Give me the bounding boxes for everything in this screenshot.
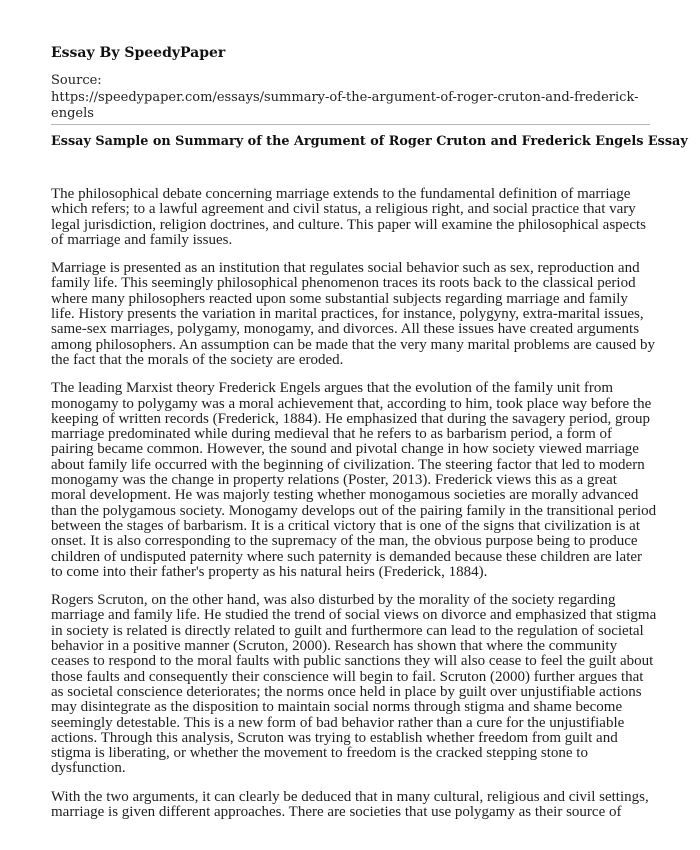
paragraph-line: may disintegrate as the disposition to maintain social norms through stigma and shame become: [51, 699, 623, 716]
paragraph-line: same-sex marriages, polygamy, monogamy, and divorces. All these issues have created arguments: [51, 321, 640, 338]
paragraph-line: The philosophical debate concerning marriage extends to the fundamental definition of marriage: [51, 186, 631, 202]
paragraph-line: the fact that the morals of the society are eroded.: [51, 351, 344, 368]
paragraph-line: among philosophers. An assumption can be made that the very many marital problems are caused by: [51, 336, 656, 353]
paragraph-line: marriage and family life. He studied the trend of social views on divorce and emphasized that stigma: [51, 607, 657, 624]
paragraph: [51, 187, 657, 248]
paragraph-line: in society is related is directly related to guilt and furthermore can lead to the regulation of societal: [51, 622, 644, 639]
paragraph-line: to come into their father's property as his natural heirs (Frederick, 1884).: [51, 563, 488, 580]
paragraph: [51, 593, 657, 777]
paragraph-line: children of undisputed paternity where such paternity is demanded because these children are later: [51, 548, 643, 565]
paragraph-line: where many philosophers reacted upon some substantial subjects regarding marriage and family: [51, 290, 628, 307]
paragraph-line: dysfunction.: [51, 760, 126, 777]
divider: [51, 124, 650, 125]
paragraph-line: which refers; to a lawful agreement and civil status, a religious right, and social practice that vary: [51, 201, 636, 218]
source-url[interactable]: https://speedypaper.com/essays/summary-of-the-argument-of-roger-cruton-and-frederick-engels: [51, 89, 639, 121]
paragraph-line: as societal conscience deteriorates; the norms once held in place by guilt over unjustifiable actions: [51, 683, 642, 700]
paragraph-line: With the two arguments, it can clearly be deduced that in many cultural, religious and civil settings,: [51, 788, 649, 805]
paragraph-line: life. History presents the variation in marital practices, for instance, polygyny, extra-marital issues,: [51, 306, 644, 323]
paragraph-line: monogamy was the change in property relations (Poster, 2013). Frederick views this as a great: [51, 472, 617, 489]
paragraph-line: family life. This seemingly philosophical phenomenon traces its roots back to the classical period: [51, 275, 636, 292]
paragraph-line: than the polygamous society. Monogamy develops out of the pairing family in the transitional period: [51, 502, 657, 519]
paragraph-line: The leading Marxist theory Frederick Engels argues that the evolution of the family unit from: [51, 380, 614, 397]
paragraph-line: legal jurisdiction, religion doctrines, and culture. This paper will examine the philosophical aspects: [51, 216, 646, 233]
paragraph-line: keeping of written records (Frederick, 1884). He emphasized that during the savagery period, group: [51, 410, 650, 427]
paragraph-line: ceases to respond to the moral faults with public sanctions they will also cease to feel the guilt about: [51, 653, 654, 670]
essay-title: Essay Sample on Summary of the Argument of Roger Cruton and Frederick Engels Essay: [51, 134, 688, 149]
paragraph-line: seemingly detestable. This is a new form of bad behavior rather than a cure for the unjustifiable: [51, 714, 625, 731]
paragraph: [51, 790, 657, 821]
paragraph-line: Marriage is presented as an institution that regulates social behavior such as sex, reproduction and: [51, 260, 640, 277]
paragraph-line: marriage predominated while during medieval that he refers to as barbarism period, a form of: [51, 426, 613, 443]
paragraph-line: those faults and consequently their conscience will begin to fail. Scruton (2000) further argues that: [51, 668, 644, 685]
paragraph-line: of marriage and family issues.: [51, 231, 233, 248]
paragraph-line: moral development. He was majorly testing whether monogamous societies are morally advanced: [51, 487, 639, 504]
paragraph-line: Rogers Scruton, on the other hand, was also disturbed by the morality of the society regarding: [51, 592, 616, 609]
brand-heading: Essay By SpeedyPaper: [51, 45, 226, 61]
paragraph-line: marriage is given different approaches. There are societies that use polygamy as their source of: [51, 803, 622, 820]
source-label: Source:: [51, 73, 102, 88]
paragraph-line: behavior in a positive manner (Scruton, 2000). Research has shown that where the community: [51, 638, 618, 655]
paragraph: [51, 261, 657, 368]
essay-body: [51, 187, 657, 833]
paragraph-line: pairing became common. However, the sound and pivotal change in how society viewed marriage: [51, 441, 639, 458]
paragraph-line: actions. Through this analysis, Scruton was trying to establish whether freedom from guilt and: [51, 729, 618, 746]
paragraph-line: between the stages of barbarism. It is a critical victory that is one of the signs that civilization is at: [51, 517, 640, 534]
paragraph-line: monogamy to polygamy was a moral achievement that, according to him, took place way before the: [51, 395, 652, 412]
paragraph-line: stigma is liberating, or whether the movement to freedom is the cracked stepping stone to: [51, 745, 588, 762]
paragraph-line: about family life occurred with the beginning of civilization. The steering factor that led to modern: [51, 456, 645, 473]
paragraph-line: onset. It is also corresponding to the supremacy of the man, the obvious purpose being to produce: [51, 533, 638, 550]
source-block: [51, 73, 661, 123]
paragraph: [51, 381, 657, 580]
